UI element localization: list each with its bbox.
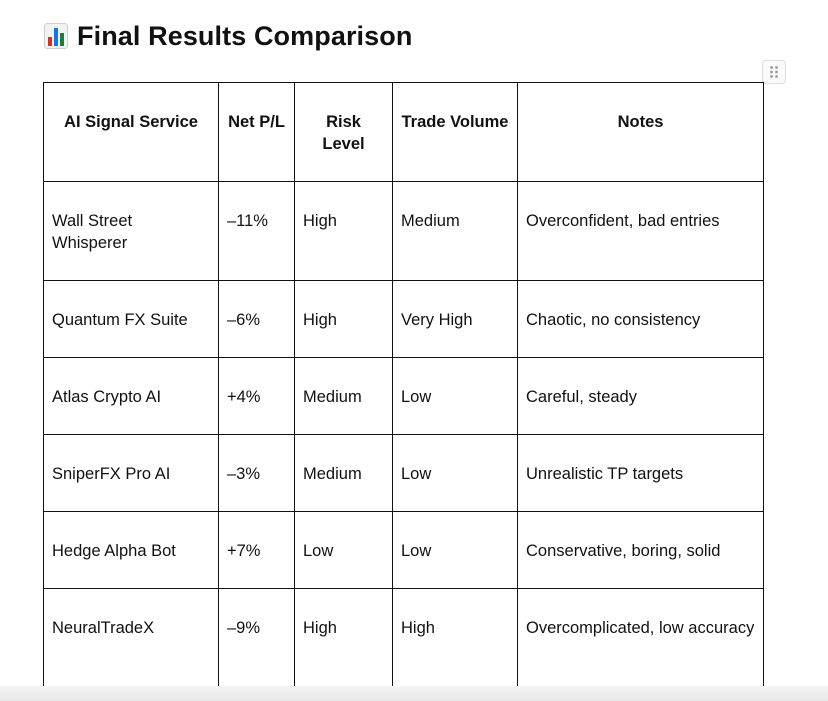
cell-risk: Low	[295, 512, 393, 589]
table-row	[44, 589, 764, 688]
cell-notes: Careful, steady	[518, 358, 764, 435]
page-title: Final Results Comparison	[77, 20, 413, 51]
column-header-risk: Risk Level	[295, 83, 393, 182]
table-row	[44, 435, 764, 512]
results-table	[43, 82, 764, 688]
cell-net-pl: –6%	[219, 281, 295, 358]
cell-volume: Low	[393, 358, 518, 435]
cell-notes: Overcomplicated, low accuracy	[518, 589, 764, 688]
cell-risk: High	[295, 182, 393, 281]
cell-volume: Low	[393, 512, 518, 589]
cell-service: Wall Street Whisperer	[44, 182, 219, 281]
cell-net-pl: –9%	[219, 589, 295, 688]
table-row	[44, 281, 764, 358]
cell-volume: Medium	[393, 182, 518, 281]
page-heading	[44, 18, 412, 54]
cell-notes: Chaotic, no consistency	[518, 281, 764, 358]
cell-service: NeuralTradeX	[44, 589, 219, 688]
cell-risk: Medium	[295, 358, 393, 435]
cell-risk: High	[295, 281, 393, 358]
page-bottom-edge	[0, 686, 828, 701]
cell-risk: High	[295, 589, 393, 688]
cell-service: Quantum FX Suite	[44, 281, 219, 358]
cell-risk: Medium	[295, 435, 393, 512]
cell-service: Hedge Alpha Bot	[44, 512, 219, 589]
column-header-net-pl: Net P/L	[219, 83, 295, 182]
cell-net-pl: +7%	[219, 512, 295, 589]
column-header-service: AI Signal Service	[44, 83, 219, 182]
cell-notes: Overconfident, bad entries	[518, 182, 764, 281]
cell-volume: Low	[393, 435, 518, 512]
cell-net-pl: +4%	[219, 358, 295, 435]
table-row	[44, 182, 764, 281]
column-header-notes: Notes	[518, 83, 764, 182]
cell-net-pl: –11%	[219, 182, 295, 281]
column-header-volume: Trade Volume	[393, 83, 518, 182]
cell-service: Atlas Crypto AI	[44, 358, 219, 435]
drag-handle-icon[interactable]	[762, 60, 786, 84]
cell-notes: Conservative, boring, solid	[518, 512, 764, 589]
cell-net-pl: –3%	[219, 435, 295, 512]
cell-notes: Unrealistic TP targets	[518, 435, 764, 512]
cell-volume: High	[393, 589, 518, 688]
bar-chart-icon	[44, 23, 68, 49]
table-row	[44, 358, 764, 435]
cell-volume: Very High	[393, 281, 518, 358]
table-row	[44, 512, 764, 589]
table-header-row	[44, 83, 764, 182]
cell-service: SniperFX Pro AI	[44, 435, 219, 512]
